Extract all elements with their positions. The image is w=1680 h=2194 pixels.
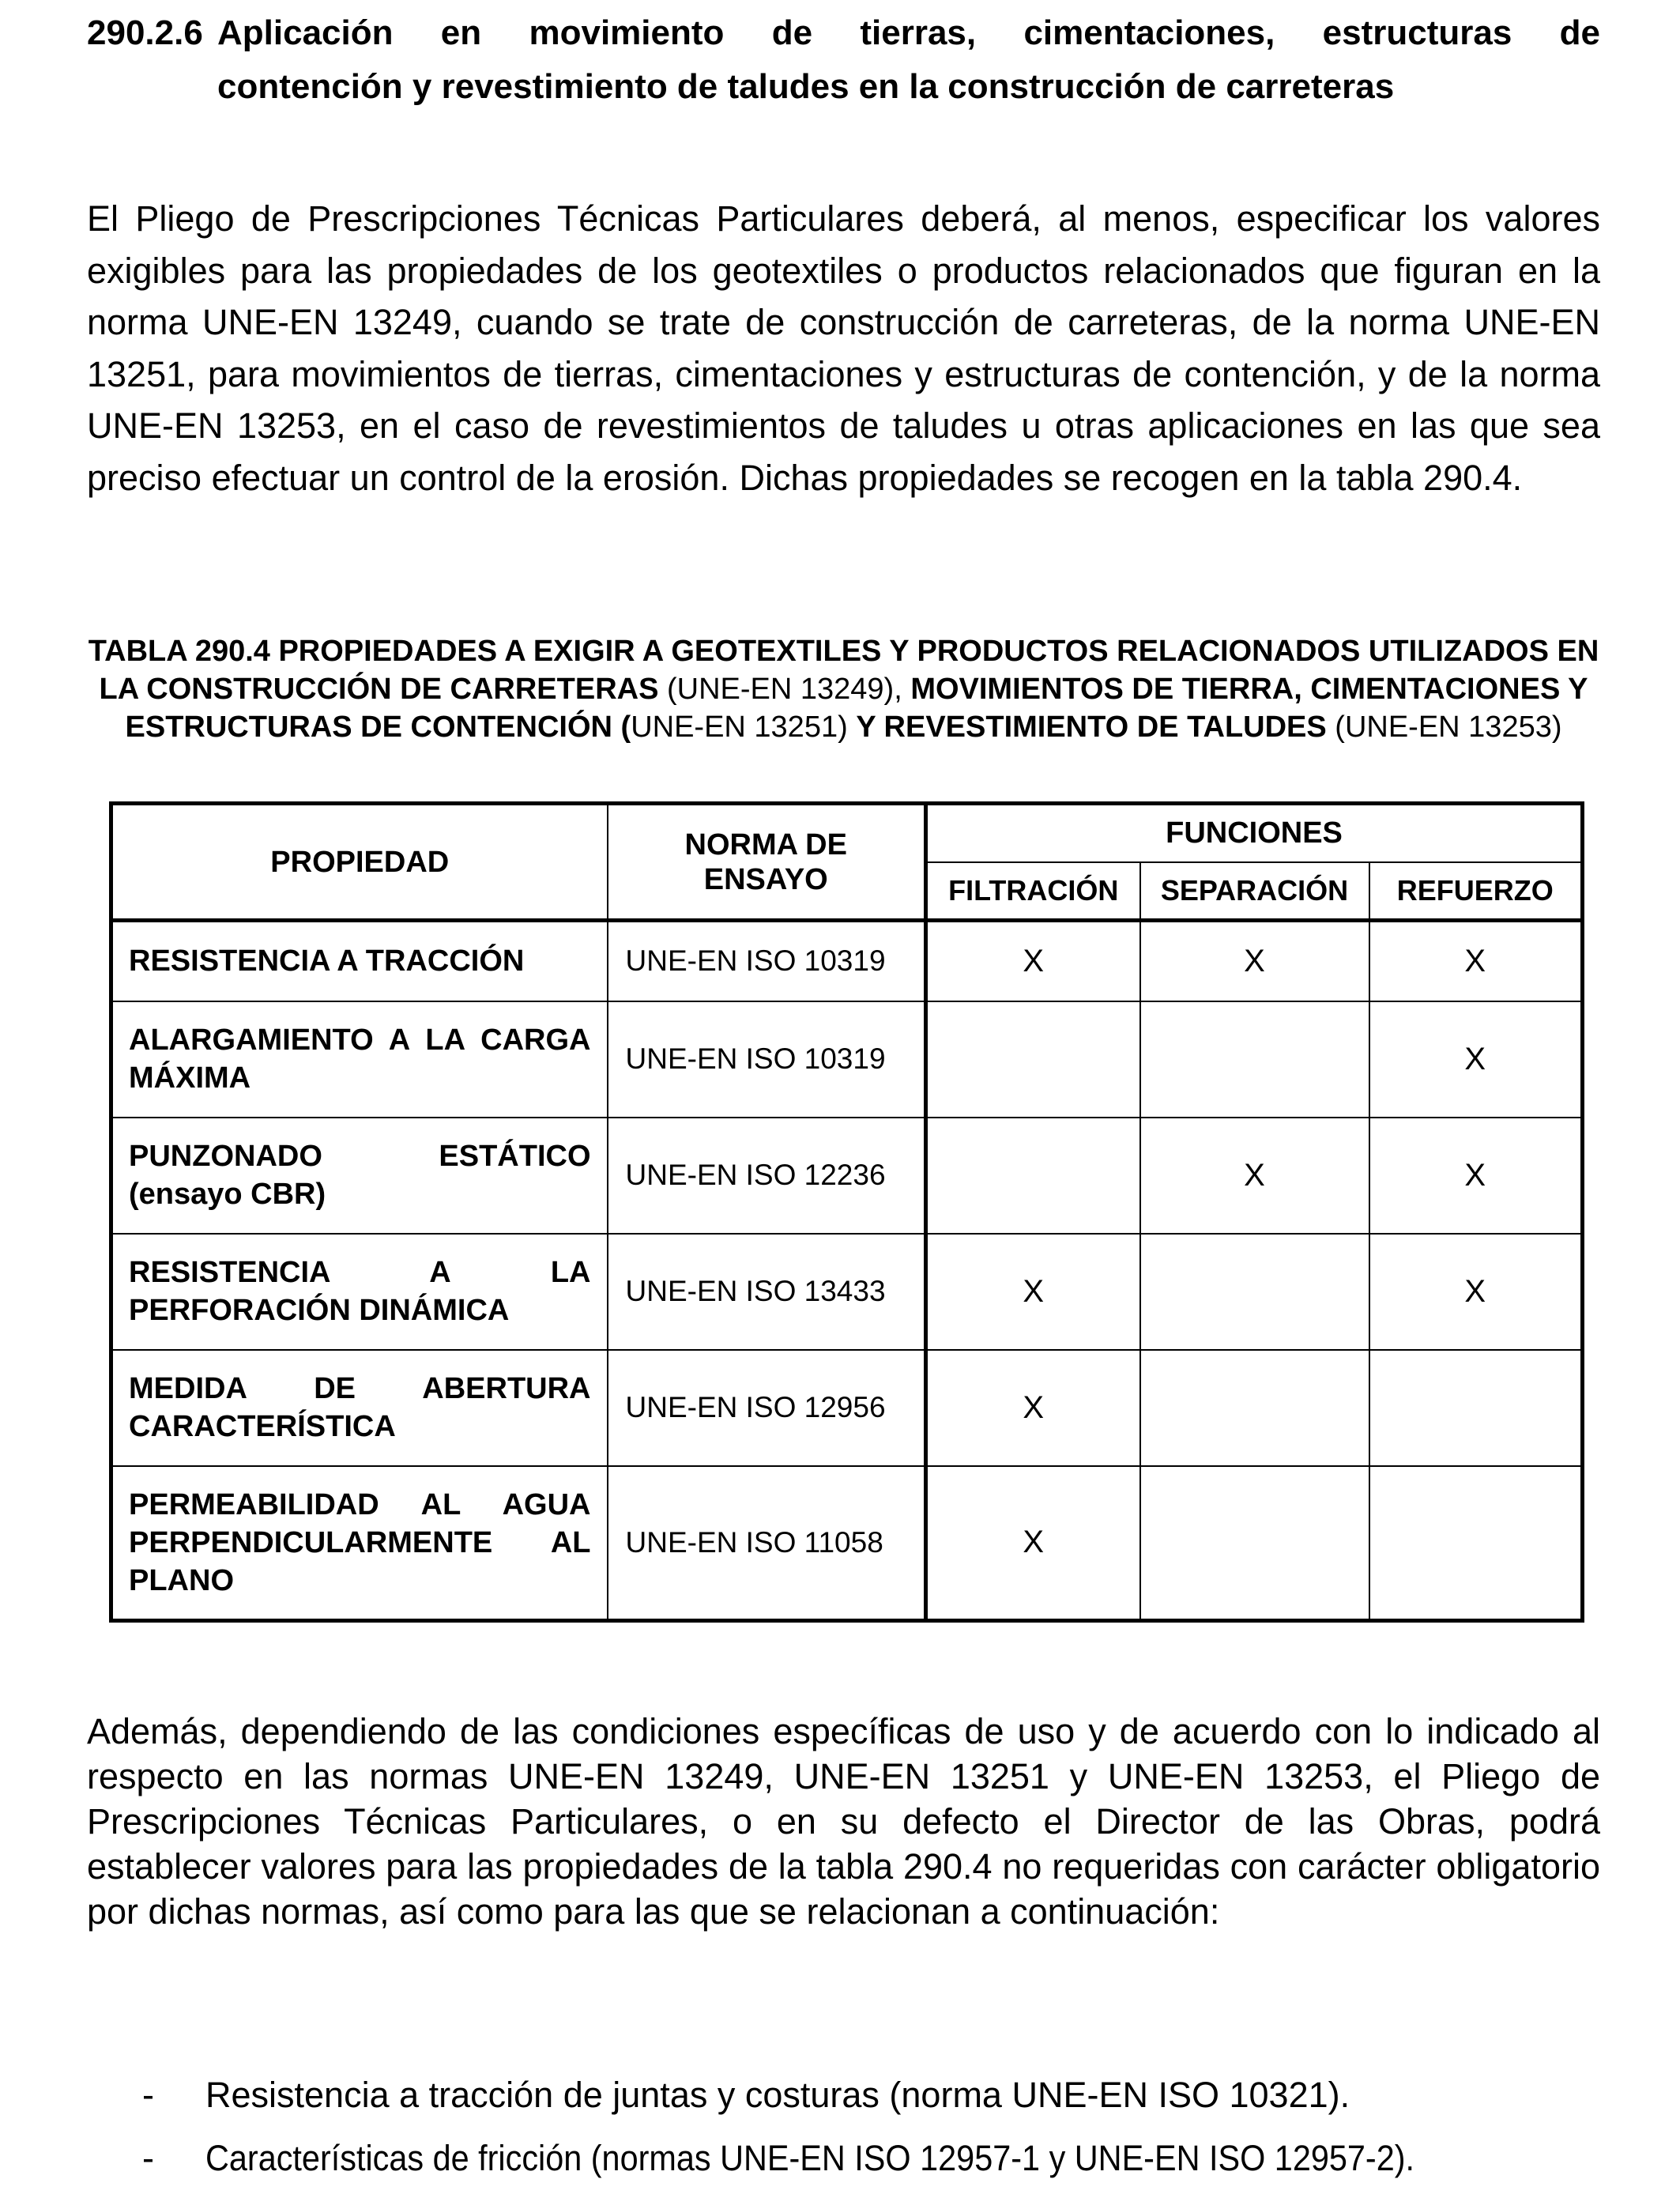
table-row (111, 1234, 1583, 1350)
header-functions: FUNCIONES (926, 804, 1583, 862)
row-filtration-mark: X (926, 1234, 1140, 1350)
second-paragraph: Además, dependiendo de las condiciones específicas de uso y de acuerdo con lo indicado al respecto en las normas UNE-EN 13249, UNE-EN 13251 y UNE-EN 13253, el Pliego de Prescripciones Técnicas Particulares, o en su defecto el Director de las Obras, podrá establecer valores para las propiedades de la tabla 290.4 no requeridas con carácter obligatorio por dichas normas, así como para las que se relacionan a continuación: (87, 1711, 1600, 1932)
intro-paragraph: El Pliego de Prescripciones Técnicas Particulares deberá, al menos, especificar los valores exigibles para las propiedades de los geotextiles o productos relacionados que figuran en la norma UNE-EN 13249, cuando se trate de construcción de carreteras, de la norma UNE-EN 13251, para movimientos de tierras, cimentaciones y estructuras de contención, y de la norma UNE-EN 13253, en el caso de revestimientos de taludes u otras aplicaciones en las que sea preciso efectuar un control de la erosión. Dichas propiedades se recogen en la tabla 290.4. (87, 198, 1600, 498)
row-filtration-mark: X (926, 1466, 1140, 1621)
header-property: PROPIEDAD (111, 804, 608, 921)
list-bullet: - (142, 2075, 154, 2115)
caption-part-1: TABLA 290.4 PROPIEDADES A EXIGIR A GEOTEXTILES Y PRODUCTOS RELACIONADOS UTILIZADOS EN LA CONSTRUCCIÓN DE CARRETERAS (88, 635, 1599, 706)
caption-part-6: (UNE-EN 13253) (1326, 711, 1562, 744)
row-reinforcement-mark (1369, 1466, 1583, 1621)
table-caption (87, 632, 1600, 746)
row-standard: UNE-EN ISO 12236 (608, 1118, 926, 1234)
list-item (142, 2075, 1612, 2138)
row-filtration-mark (926, 1001, 1140, 1118)
table-row (111, 1118, 1583, 1234)
list-item-text: Resistencia a tracción de juntas y costuras (norma UNE-EN ISO 10321). (205, 2075, 1350, 2115)
table-row (111, 1350, 1583, 1466)
row-property: PERMEABILIDAD AL AGUA PERPENDICULARMENTE AL PLANO (111, 1466, 608, 1621)
row-reinforcement-mark: X (1369, 921, 1583, 1001)
row-property: ALARGAMIENTO A LA CARGA MÁXIMA (111, 1001, 608, 1118)
row-reinforcement-mark: X (1369, 1234, 1583, 1350)
row-reinforcement-mark (1369, 1350, 1583, 1466)
row-standard: UNE-EN ISO 10319 (608, 921, 926, 1001)
list-item (142, 2138, 1612, 2187)
section-title-line2: contención y revestimiento de taludes en la construcción de carreteras (217, 67, 1395, 106)
row-property: PUNZONADO ESTÁTICO (ensayo CBR) (111, 1118, 608, 1234)
section-number: 290.2.6 (87, 13, 203, 52)
row-filtration-mark (926, 1118, 1140, 1234)
row-separation-mark (1140, 1234, 1369, 1350)
table-row (111, 1466, 1583, 1621)
row-property: MEDIDA DE ABERTURA CARACTERÍSTICA (111, 1350, 608, 1466)
header-filtration: FILTRACIÓN (926, 862, 1140, 921)
caption-part-2: (UNE-EN 13249), (658, 673, 911, 706)
caption-part-3: MOVIMIENTOS DE TIERRA, CIMENTACIONES Y ESTRUCTURAS DE CONTENCIÓN ( (125, 673, 1588, 744)
row-separation-mark: X (1140, 921, 1369, 1001)
list-bullet: - (142, 2138, 154, 2178)
table-row (111, 1001, 1583, 1118)
caption-part-5: Y REVESTIMIENTO DE TALUDES (856, 711, 1327, 744)
section-title-line1: Aplicación en movimiento de tierras, cimentaciones, estructuras de (217, 13, 1600, 52)
row-standard: UNE-EN ISO 13433 (608, 1234, 926, 1350)
row-filtration-mark: X (926, 1350, 1140, 1466)
row-separation-mark (1140, 1466, 1369, 1621)
row-standard: UNE-EN ISO 11058 (608, 1466, 926, 1621)
row-separation-mark: X (1140, 1118, 1369, 1234)
table-row (111, 921, 1583, 1001)
row-property: RESISTENCIA A TRACCIÓN (111, 921, 608, 1001)
row-reinforcement-mark: X (1369, 1001, 1583, 1118)
row-property: RESISTENCIA A LA PERFORACIÓN DINÁMICA (111, 1234, 608, 1350)
header-separation: SEPARACIÓN (1140, 862, 1369, 921)
row-filtration-mark: X (926, 921, 1140, 1001)
row-standard: UNE-EN ISO 10319 (608, 1001, 926, 1118)
row-standard: UNE-EN ISO 12956 (608, 1350, 926, 1466)
row-reinforcement-mark: X (1369, 1118, 1583, 1234)
table-header-row (111, 804, 1583, 862)
caption-part-4: UNE-EN 13251) (631, 711, 857, 744)
header-reinforcement: REFUERZO (1369, 862, 1583, 921)
properties-table (109, 801, 1584, 1623)
header-test-standard: NORMA DE ENSAYO (608, 804, 926, 921)
requirements-list (142, 2075, 1612, 2187)
row-separation-mark (1140, 1001, 1369, 1118)
section-heading (87, 6, 1600, 114)
list-item-text: Características de fricción (normas UNE-EN ISO 12957-1 y UNE-EN ISO 12957-2). (205, 2138, 1415, 2178)
row-separation-mark (1140, 1350, 1369, 1466)
